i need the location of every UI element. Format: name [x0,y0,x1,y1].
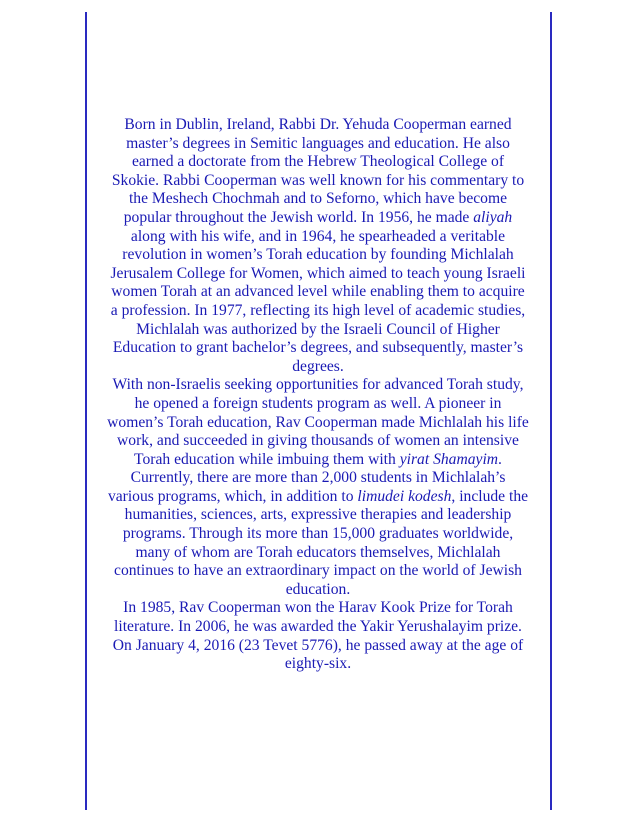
left-border-rule [85,12,87,810]
paragraph-2-italic-limudei-kodesh: limudei kodesh [357,487,452,505]
paragraph-3-text: In 1985, Rav Cooperman won the Harav Kook Prize for Torah literature. In 2006, he was awarded the Yakir Yerushalayim prize. On January 4, 2016 (23 Tevet 5776), he passed away at the age of eighty-six. [112,599,524,673]
paragraph-2-text: With non-Israelis seeking opportunities for advanced Torah study, he opened a foreign students program as well. A pioneer in women’s Torah education, Rav Cooperman made Michlalah his life work, and succeeded in giving thousands of women an intensive Torah education while imbuing them with [107,376,529,468]
biography-text [107,116,529,674]
paragraph-2-text-end: , include the humanities, sciences, arts, expressive therapies and leadership programs. Through its more than 15,000 graduates worldwide, many of whom are Torah educators themselves, Michlalah continues to have an extraordinary impact on the world of Jewish education. [114,487,529,598]
paragraph-2-italic-yirat-shamayim: yirat Shamayim [399,450,499,468]
right-border-rule [550,12,552,810]
paragraph-2-text-middle: . Currently, there are more than 2,000 students in Michlalah’s various programs, which, in addition to [107,450,506,505]
biography-paragraph-3 [107,599,529,673]
paragraph-1-italic-aliyah: aliyah [473,208,513,226]
biography-paragraph-1 [107,116,529,376]
biography-paragraph-2 [107,376,529,599]
paragraph-1-text-continued: along with his wife, and in 1964, he spearheaded a veritable revolution in women’s Torah education by founding Michlalah Jerusalem College for Women, which aimed to teach young Israeli women Torah at an advanced level while enabling them to acquire a profession. In 1977, reflecting its high level of academic studies, Michlalah was authorized by the Israeli Council of Higher Education to grant bachelor’s degrees, and subsequently, master’s degrees. [110,227,526,375]
paragraph-1-text: Born in Dublin, Ireland, Rabbi Dr. Yehuda Cooperman earned master’s degrees in Semitic languages and education. He also earned a doctorate from the Hebrew Theological College of Skokie. Rabbi Cooperman was well known for his commentary to the Meshech Chochmah and to Seforno, which have become popular throughout the Jewish world. In 1956, he made [111,116,525,226]
